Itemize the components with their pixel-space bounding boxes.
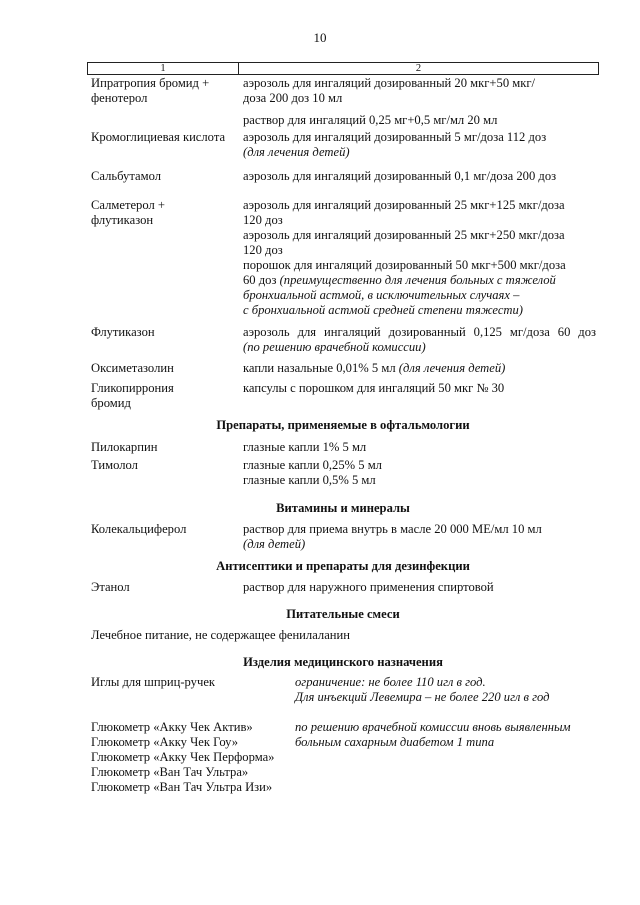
device-name: Глюкометр «Ван Тач Ультра» [91,765,249,779]
drug-note: с бронхиальной астмой средней степени тяжести) [243,303,523,317]
drug-form-word: аэрозоль [243,325,290,339]
drug-name: Пилокарпин [91,440,158,454]
drug-form-word: 0,125 [473,325,502,339]
drug-form: аэрозоль для ингаляций дозированный 0,1 мг/доза 200 доз [243,169,557,183]
device-note: ограничение: не более 110 игл в год. [295,675,486,689]
device-note: по решению врачебной комиссии вновь выявленным [295,720,571,734]
drug-note: (для лечения детей) [243,145,350,159]
drug-form: аэрозоль для ингаляций дозированный 25 мкг+125 мкг/доза [243,198,565,212]
page-number: 10 [313,30,327,45]
drug-name: Сальбутамол [91,169,161,183]
section-title-vitamins: Витамины и минералы [276,501,410,515]
drug-note: бронхиальной астмой, в исключительных случаях – [243,288,520,302]
device-name: Глюкометр «Акку Чек Гоу» [91,735,239,749]
drug-form: раствор для ингаляций 0,25 мг+0,5 мг/мл 20 мл [243,113,498,127]
drug-form-word: для [297,325,317,339]
drug-name: фенотерол [91,91,148,105]
drug-name: Флутиказон [91,325,155,339]
drug-form: раствор для наружного применения спиртовой [243,580,494,594]
drug-note: (для лечения детей) [398,361,506,375]
drug-form: капли назальные 0,01% 5 мл [243,361,396,375]
drug-form: аэрозоль для ингаляций дозированный 5 мг/доза 112 доз [243,130,547,144]
drug-name: Кромоглициевая кислота [91,130,226,144]
drug-form: глазные капли 0,5% 5 мл [243,473,376,487]
drug-form: раствор для приема внутрь в масле 20 000 МЕ/мл 10 мл [243,522,542,536]
drug-form-word: доз [578,325,596,339]
device-note: больным сахарным диабетом 1 типа [295,735,495,749]
drug-note: (по решению врачебной комиссии) [243,340,426,354]
drug-name: Оксиметазолин [91,361,174,375]
device-note: Для инъекций Левемира – не более 220 игл в год [295,690,550,704]
drug-form-word: мг/доза [509,325,550,339]
device-name: Глюкометр «Акку Чек Перформа» [91,750,275,764]
drug-form: аэрозоль для ингаляций дозированный 20 мкг+50 мкг/ [243,76,536,90]
drug-name: флутиказон [91,213,154,227]
section-title-devices: Изделия медицинского назначения [243,655,443,669]
drug-name: бромид [91,396,131,410]
drug-form: 120 доз [243,213,283,227]
drug-form: порошок для ингаляций дозированный 50 мкг+500 мкг/доза [243,258,566,272]
device-name: Глюкометр «Акку Чек Актив» [91,720,253,734]
drug-form-word: 60 [557,325,571,339]
drug-name: Гликопиррония [91,381,174,395]
drug-form: капсулы с порошком для ингаляций 50 мкг № 30 [243,381,505,395]
section-title-antiseptics: Антисептики и препараты для дезинфекции [216,559,470,573]
section-title-ophthalmology: Препараты, применяемые в офтальмологии [216,418,470,432]
drug-form-line [243,273,556,288]
drug-form: аэрозоль для ингаляций дозированный 25 мкг+250 мкг/доза [243,228,565,242]
drug-note: (преимущественно для лечения больных с тяжелой [279,273,556,287]
drug-form: 60 доз [243,273,277,287]
drug-form-justified [243,325,596,340]
section-title-nutrition: Питательные смеси [286,607,400,621]
table-column-header [87,62,599,75]
product-name: Лечебное питание, не содержащее фенилаланин [91,628,351,642]
device-name: Иглы для шприц-ручек [91,675,216,689]
drug-name: Колекальциферол [91,522,187,536]
drug-form: глазные капли 0,25% 5 мл [243,458,382,472]
drug-form: 120 доз [243,243,283,257]
drug-form: глазные капли 1% 5 мл [243,440,367,454]
drug-form: доза 200 доз 10 мл [243,91,343,105]
drug-form-word: ингаляций [324,325,381,339]
column-2-header: 2 [415,63,422,74]
drug-note: (для детей) [243,537,306,551]
device-name: Глюкометр «Ван Тач Ультра Изи» [91,780,273,794]
drug-form-line [243,361,505,376]
drug-form-word: дозированный [388,325,466,339]
drug-name: Этанол [91,580,130,594]
drug-name: Тимолол [91,458,138,472]
drug-name: Салметерол + [91,198,166,212]
column-1-header: 1 [88,63,239,74]
drug-name: Ипратропия бромид + [91,76,210,90]
